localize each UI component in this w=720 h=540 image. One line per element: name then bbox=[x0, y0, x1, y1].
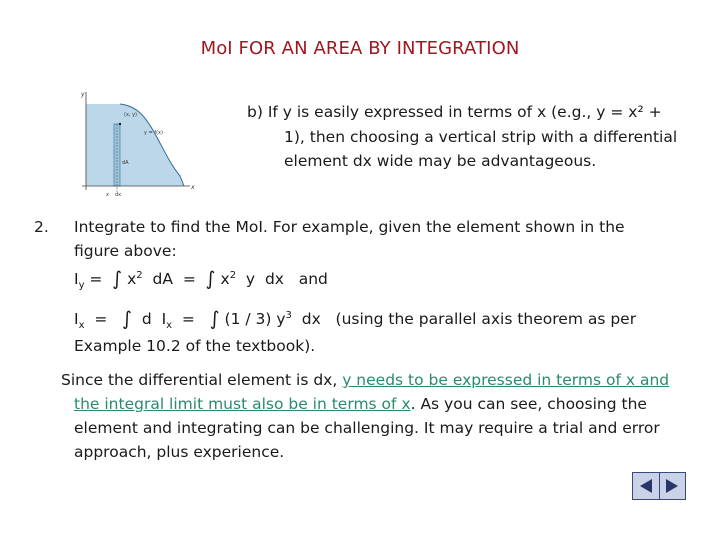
item-b bbox=[247, 100, 707, 174]
equation-ix: $I_x$ = ∫ d $I_x$ = ∫ (1 / 3) $y^3$ dx (using the parallel axis theorem as per bbox=[74, 308, 637, 331]
highlight-link-1[interactable]: y needs to be expressed in terms of x and bbox=[342, 371, 670, 389]
item-2-line5: Example 10.2 of the textbook). bbox=[74, 337, 316, 355]
prev-arrow-icon bbox=[637, 477, 655, 495]
figure-point-label: (x, y) bbox=[124, 112, 137, 118]
integration-figure bbox=[78, 88, 200, 198]
item-2 bbox=[74, 215, 694, 358]
paragraph-text-1: Since the differential element is dx, bbox=[61, 371, 343, 389]
slide-nav bbox=[632, 472, 686, 500]
figure-origin-label: x bbox=[106, 192, 109, 198]
item-2-line2: figure above: bbox=[74, 242, 177, 260]
figure-curve-label: y = f(x) bbox=[144, 130, 163, 136]
figure-axis-y-label: y bbox=[81, 91, 85, 98]
item-b-line3: element dx wide may be advantageous. bbox=[284, 152, 597, 170]
figure-point bbox=[119, 123, 121, 125]
page-title: MoI FOR AN AREA BY INTEGRATION bbox=[200, 38, 520, 59]
figure-axis-x-label: x bbox=[191, 184, 195, 191]
item-2-number: 2. bbox=[34, 218, 49, 236]
highlight-link-2[interactable]: the integral limit must also be in terms of x bbox=[74, 395, 411, 413]
paragraph-text-3: element and integrating can be challenging. It may require a trial and error bbox=[74, 419, 660, 437]
item-2-line1: Integrate to find the MoI. For example, given the element shown in the bbox=[74, 218, 625, 236]
paragraph-text-2: . As you can see, choosing the bbox=[410, 395, 647, 413]
prev-slide-button[interactable] bbox=[633, 473, 660, 499]
figure-dx-label: dx bbox=[115, 192, 122, 198]
item-b-line2: 1), then choosing a vertical strip with a differential bbox=[284, 127, 678, 146]
explanation-paragraph bbox=[61, 368, 711, 464]
next-arrow-icon bbox=[663, 477, 681, 495]
next-slide-button[interactable] bbox=[660, 473, 686, 499]
paragraph-text-4: approach, plus experience. bbox=[74, 443, 285, 461]
item-b-line1: b) If y is easily expressed in terms of x (e.g., y = x² + bbox=[247, 103, 662, 121]
figure-element-label: dA bbox=[122, 160, 129, 166]
equation-iy: $I_y$ = ∫ $x^2$ dA = ∫ $x^2$ y dx and bbox=[74, 268, 328, 291]
